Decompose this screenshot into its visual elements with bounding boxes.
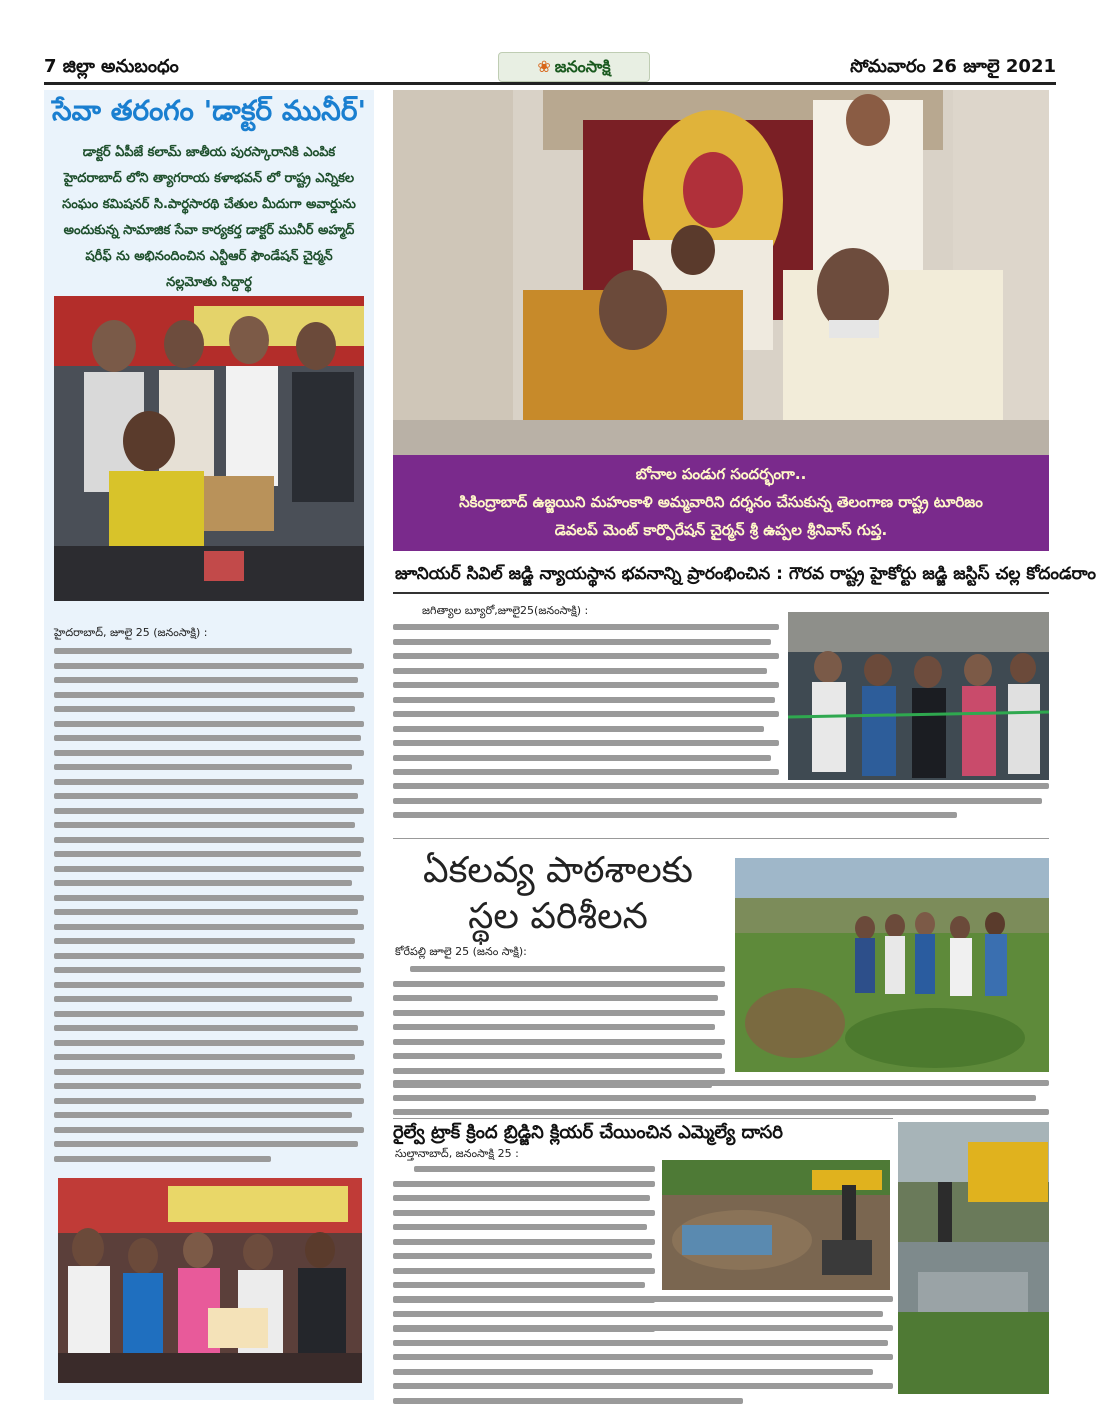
- leaf-icon: ❀: [537, 57, 551, 76]
- court-body-bottom: [393, 783, 1049, 827]
- temple-caption: [393, 455, 1049, 551]
- award-photo-image: [54, 296, 364, 601]
- left-body-text: [54, 648, 364, 1170]
- left-headline: సేవా తరంగం 'డాక్టర్ మునీర్': [51, 94, 367, 127]
- left-subheading: డాక్టర్ ఏపీజే కలామ్ జాతీయ పురస్కారానికి ఎంపిక హైదరాబాద్ లోని త్యాగరాయ కళాభవన్ లో రాష్ట్ర ఎన్నికల సంఘం కమిషనర్ సి.పార్థసారథి చేతుల మీదుగా అవార్డును అందుకున్న సామాజిక సేవా కార్యకర్త డాక్టర్ మునీర్ అహ్మద్ షరీఫ్ ను అభినందించిన ఎన్టీఆర్ ఫౌండేషన్ చైర్మన్ నల్లమోతు సిద్దార్థ: [62, 145, 356, 290]
- temple-photo: [393, 90, 1049, 455]
- group-photo-image: [58, 1178, 362, 1383]
- group-photo: [58, 1178, 362, 1383]
- court-body-left: [393, 624, 779, 784]
- left-dateline: హైదరాబాద్, జూలై 25 (జనంసాక్షి) :: [54, 626, 208, 639]
- section-rule-2: [393, 1118, 893, 1119]
- site-inspection-photo: [735, 858, 1049, 1072]
- railway-headline: రైల్వే ట్రాక్ క్రింద బ్రిడ్జిని క్లియర్ చేయించిన ఎమ్మెల్యే దాసరి: [393, 1122, 783, 1143]
- jcb-bridge-photo: [898, 1122, 1049, 1394]
- jcb-photo-image: [898, 1122, 1049, 1394]
- court-rule: [393, 592, 1049, 594]
- court-dateline: జగిత్యాల బ్యూరో,జూలై25(జనంసాక్షి) :: [422, 604, 589, 617]
- court-photo-image: [788, 612, 1049, 780]
- left-story: [44, 90, 374, 1400]
- newspaper-logo: [498, 52, 650, 82]
- school-headline-line1: ఏకలవ్య పాఠశాలకు: [422, 850, 694, 891]
- school-headline-line2: స్థల పరిశీలన: [468, 896, 648, 937]
- railway-body-bottom: [393, 1296, 893, 1412]
- masthead: [44, 52, 1056, 85]
- court-inauguration-photo: [788, 612, 1049, 780]
- temple-caption-line1: బోనాల పండుగ సందర్భంగా..: [635, 465, 807, 483]
- temple-photo-image: [393, 90, 1049, 455]
- issue-date: సోమవారం 26 జూలై 2021: [850, 56, 1056, 77]
- bridge-excavation-photo: [662, 1160, 890, 1290]
- court-headline: జూనియర్ సివిల్ జడ్జి న్యాయస్థాన భవనాన్ని ప్రారంభించిన : గౌరవ రాష్ట్ర హైకోర్టు జడ్జి జస్టిస్ చల్ల కోదండరాం: [395, 564, 1096, 584]
- page-label: 7 జిల్లా అనుబంధం: [44, 56, 179, 77]
- temple-caption-line2: సికింద్రాబాద్ ఉజ్జయిని మహంకాళి అమ్మవారిని దర్శనం చేసుకున్న తెలంగాణ రాష్ట్ర టూరిజం: [459, 493, 983, 511]
- railway-dateline: సుల్తానాబాద్, జనంసాక్షి 25 :: [395, 1147, 519, 1160]
- school-body-bottom: [393, 1080, 1049, 1124]
- school-body-left: [393, 966, 725, 1097]
- school-dateline: కోరేపల్లి జూలై 25 (జనం సాక్షి):: [395, 945, 527, 958]
- site-photo-image: [735, 858, 1049, 1072]
- temple-caption-line3: డెవలప్ మెంట్ కార్పొరేషన్ చైర్మన్ శ్రీ ఉప్పల శ్రీనివాస్ గుప్త.: [554, 521, 888, 539]
- bridge-photo-image: [662, 1160, 890, 1290]
- award-photo: [54, 296, 364, 601]
- logo-text: జనంసాక్షి: [554, 57, 611, 76]
- section-rule-1: [393, 838, 1049, 839]
